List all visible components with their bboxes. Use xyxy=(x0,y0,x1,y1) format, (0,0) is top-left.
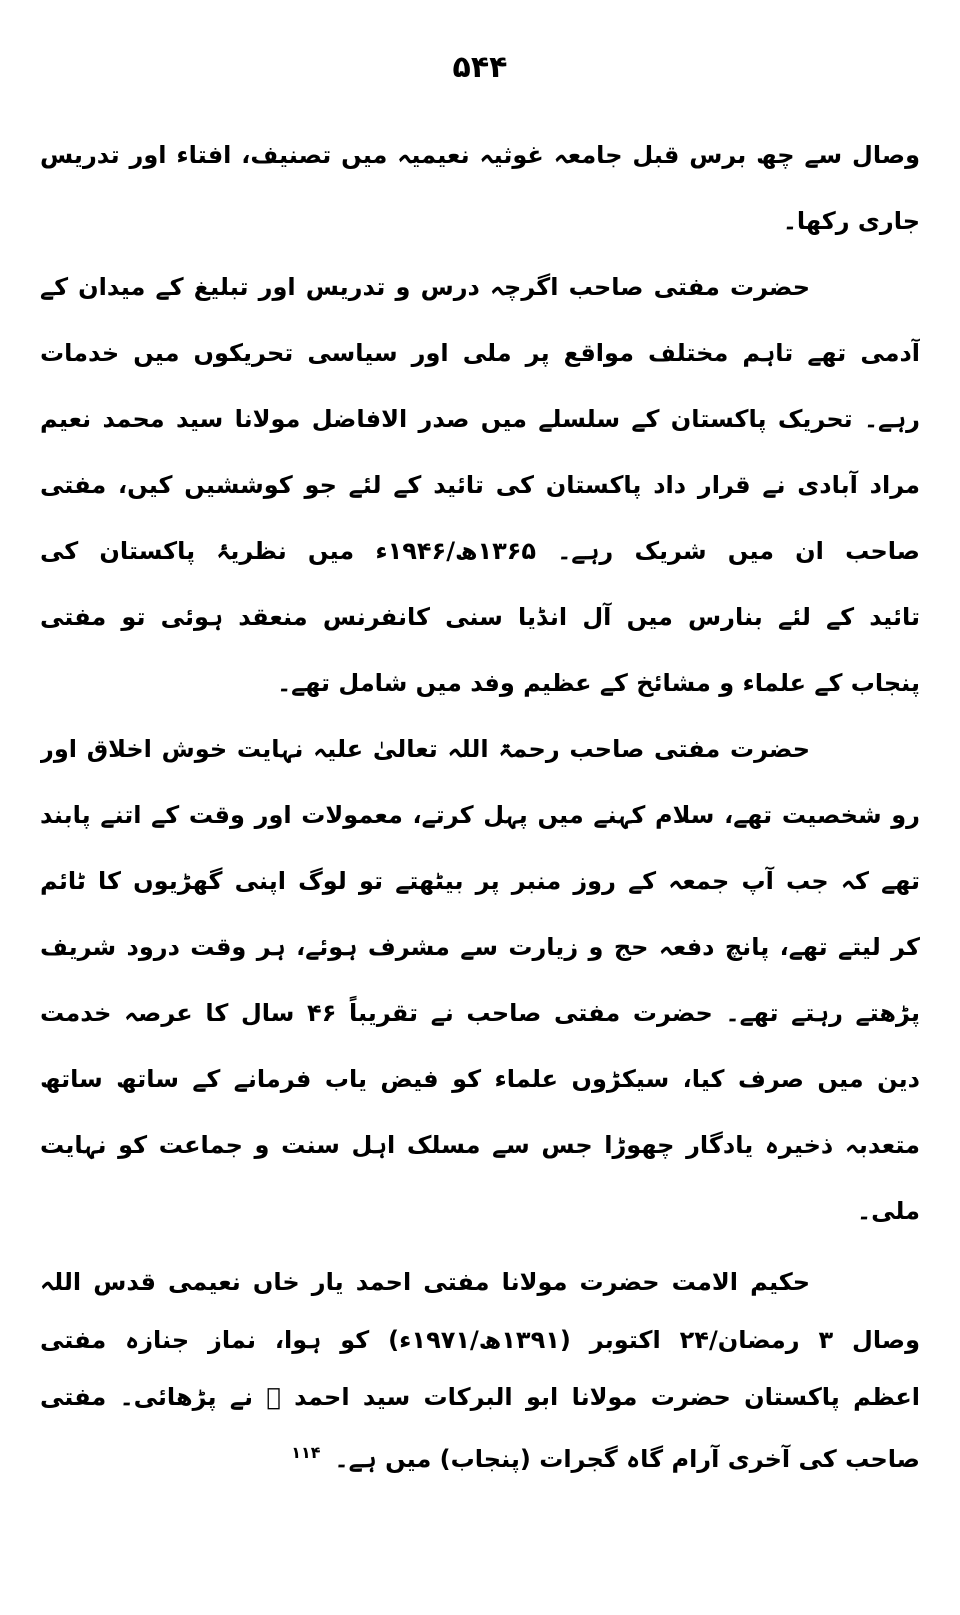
text-line: تھے کہ جب آپ جمعہ کے روز منبر پر بیٹھتے تو لوگ اپنی گھڑیوں کا ٹائم xyxy=(40,867,920,895)
text-line: رہے۔ تحریک پاکستان کے سلسلے میں صدر الافاضل مولانا سید محمد نعیم xyxy=(40,405,920,433)
text-line: تائید کے لئے بنارس میں آل انڈیا سنی کانفرنس منعقد ہوئی تو مفتی xyxy=(40,603,920,631)
paragraph-start-line: حکیم الامت حضرت مولانا مفتی احمد یار خاں نعیمی قدس اللہ xyxy=(40,1268,810,1296)
text-line: وصال سے چھ برس قبل جامعہ غوثیہ نعیمیہ میں تصنیف، افتاء اور تدریس xyxy=(40,141,920,169)
text-line: آدمی تھے تاہم مختلف مواقع پر ملی اور سیاسی تحریکوں میں خدمات xyxy=(40,339,920,367)
text-line: وصال ۳ رمضان/۲۴ اکتوبر (۱۳۹۱ھ/۱۹۷۱ء) کو ہوا، نماز جنازہ مفتی xyxy=(40,1326,920,1354)
text-line: متعدبہ ذخیرہ یادگار چھوڑا جس سے مسلک اہل سنت و جماعت کو نہایت xyxy=(40,1131,920,1159)
text-line: پنجاب کے علماء و مشائخ کے عظیم وفد میں شامل تھے۔ xyxy=(277,669,920,697)
text-line: صاحب ان میں شریک رہے۔ ۱۳۶۵ھ/۱۹۴۶ء میں نظریۂ پاکستان کی xyxy=(40,537,920,565)
text-line-content: صاحب کی آخری آرام گاہ گجرات (پنجاب) میں ہے۔ xyxy=(334,1445,920,1473)
page-number: ۵۴۴ xyxy=(452,50,508,85)
text-line: رو شخصیت تھے، سلام کہنے میں پہل کرتے، معمولات اور وقت کے اتنے پابند xyxy=(40,801,920,829)
footnote-marker: ۱۱۴ xyxy=(291,1443,321,1462)
text-line xyxy=(40,1433,920,1473)
text-line: ملی۔ xyxy=(857,1197,920,1225)
paragraph-start-line: حضرت مفتی صاحب اگرچہ درس و تدریس اور تبلیغ کے میدان کے xyxy=(40,273,810,301)
text-line: دین میں صرف کیا، سیکڑوں علماء کو فیض یاب فرمانے کے ساتھ ساتھ xyxy=(40,1065,920,1093)
text-line: مراد آبادی نے قرار داد پاکستان کی تائید کے لئے جو کوششیں کیں، مفتی xyxy=(40,471,920,499)
paragraph-start-line: حضرت مفتی صاحب رحمۃ اللہ تعالیٰ علیہ نہایت خوش اخلاق اور xyxy=(40,735,810,763)
text-line: جاری رکھا۔ xyxy=(782,207,920,235)
text-line: اعظم پاکستان حضرت مولانا ابو البرکات سید احمد ﷫ نے پڑھائی۔ مفتی xyxy=(40,1383,920,1411)
text-line: پڑھتے رہتے تھے۔ حضرت مفتی صاحب نے تقریباً ۴۶ سال کا عرصہ خدمت xyxy=(40,999,920,1027)
text-line: کر لیتے تھے، پانچ دفعہ حج و زیارت سے مشرف ہوئے، ہر وقت درود شریف xyxy=(40,933,920,961)
